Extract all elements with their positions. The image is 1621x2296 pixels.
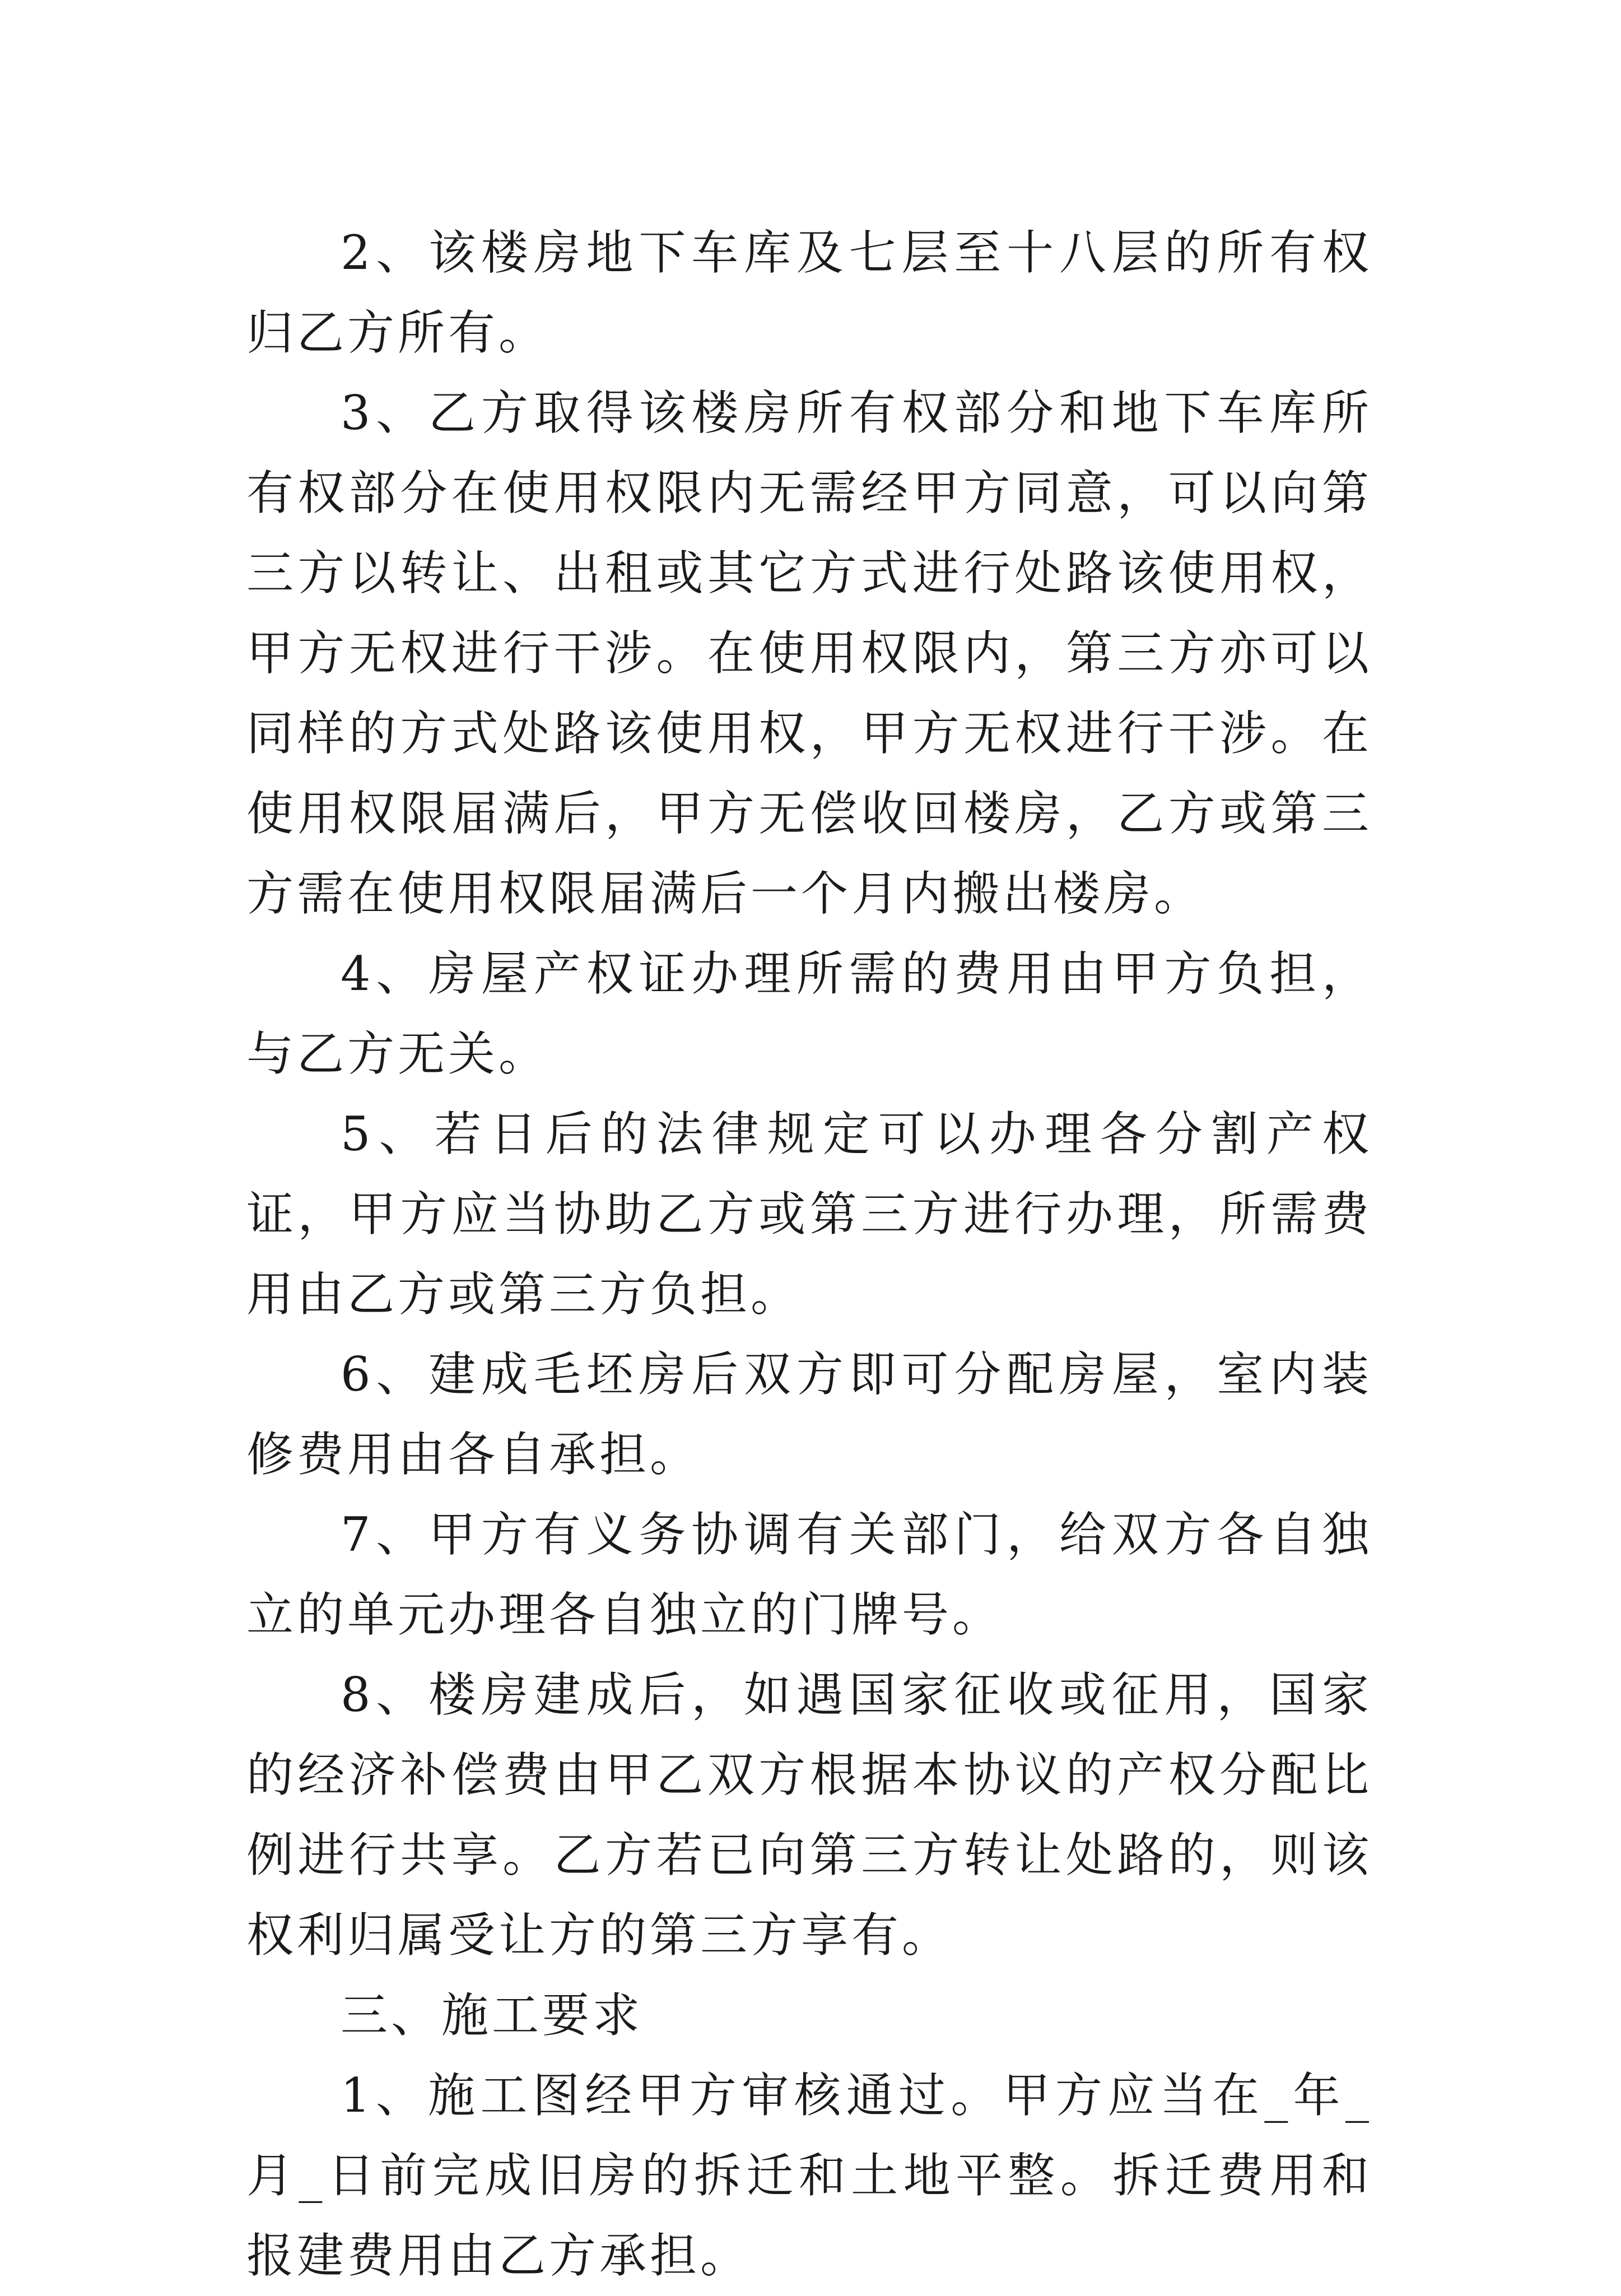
clause-4-paragraph: 4、房屋产权证办理所需的费用由甲方负担，与乙方无关。 — [246, 946, 1372, 1081]
clause-7-paragraph: 7、甲方有义务协调有关部门，给双方各自独立的单元办理各自独立的门牌号。 — [246, 1507, 1372, 1642]
construction-clause-1-paragraph: 1、施工图经甲方审核通过。甲方应当在_年_月_日前完成旧房的拆迁和土地平整。拆迁费用和报建费用由乙方承担。 — [246, 2068, 1372, 2283]
clause-2-paragraph: 2、该楼房地下车库及七层至十八层的所有权归乙方所有。 — [246, 225, 1372, 360]
clause-3-paragraph: 3、乙方取得该楼房所有权部分和地下车库所有权部分在使用权限内无需经甲方同意，可以向第三方以转让、出租或其它方式进行处路该使用权，甲方无权进行干涉。在使用权限内，第三方亦可以同样的方式处路该使用权，甲方无权进行干涉。在使用权限届满后，甲方无偿收回楼房，乙方或第三方需在使用权限届满后一个月内搬出楼房。 — [246, 385, 1372, 921]
section-heading: 三、施工要求 — [341, 1988, 644, 2043]
clause-5-paragraph: 5、若日后的法律规定可以办理各分割产权证，甲方应当协助乙方或第三方进行办理，所需费用由乙方或第三方负担。 — [246, 1107, 1372, 1322]
document-body — [246, 213, 1372, 2296]
clause-6-paragraph: 6、建成毛坯房后双方即可分配房屋，室内装修费用由各自承担。 — [246, 1347, 1372, 1482]
clause-8-paragraph: 8、楼房建成后，如遇国家征收或征用，国家的经济补偿费由甲乙双方根据本协议的产权分配比例进行共享。乙方若已向第三方转让处路的，则该权利归属受让方的第三方享有。 — [246, 1667, 1372, 1963]
